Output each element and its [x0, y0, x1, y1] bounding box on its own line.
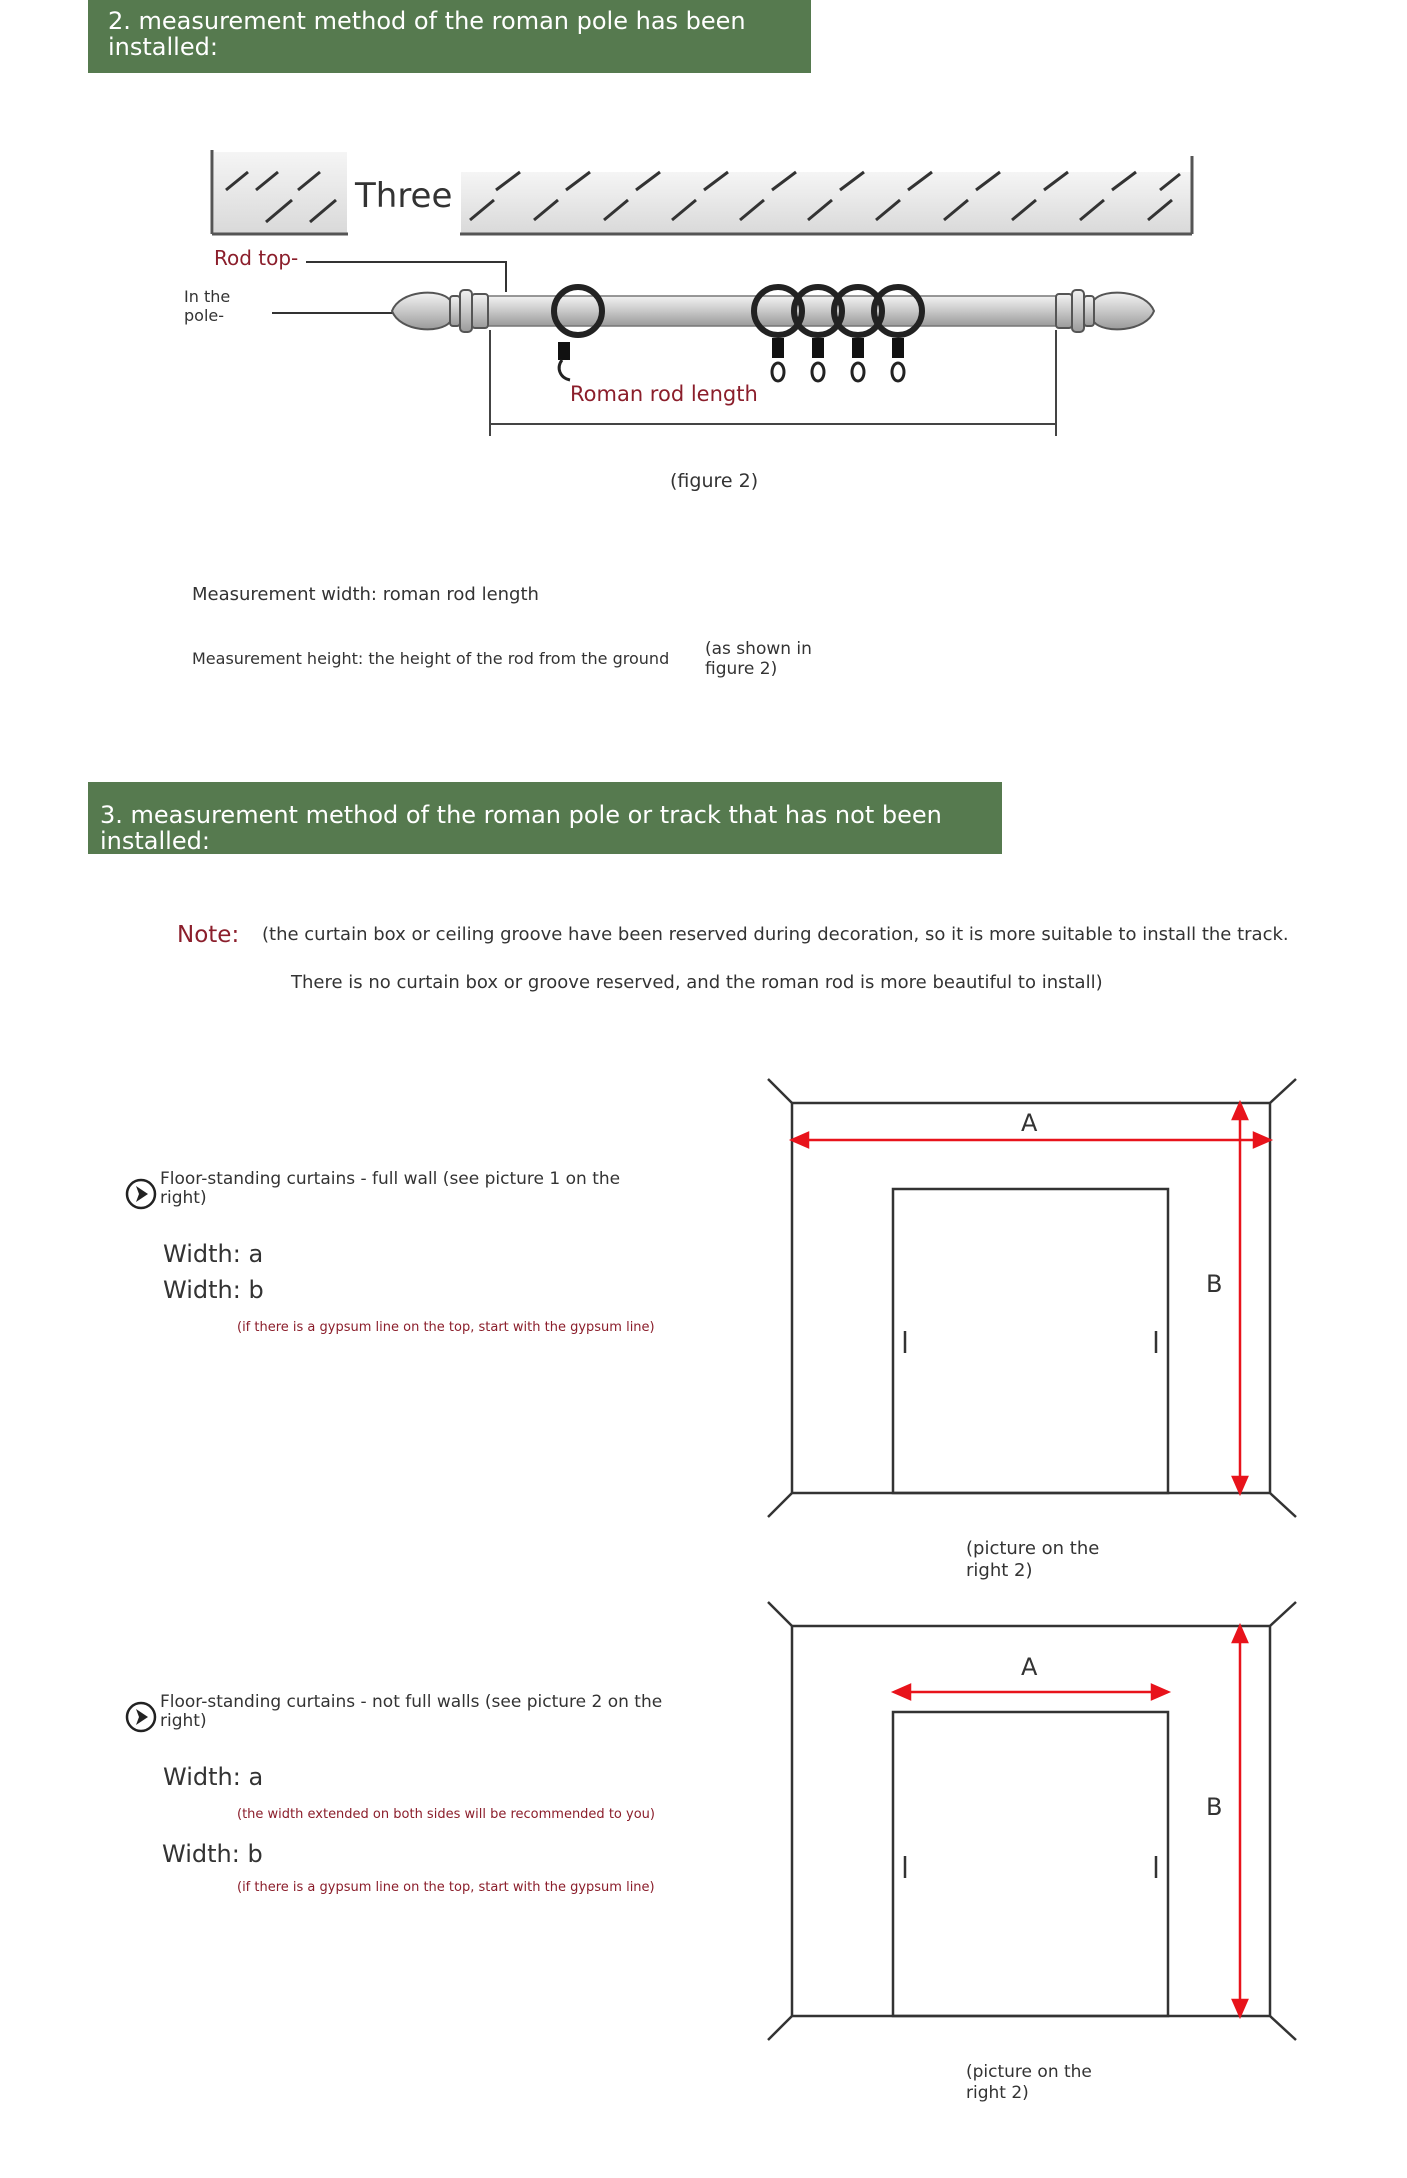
case2-title-line1: Floor-standing curtains - not full walls (see picture 2 on the — [160, 1692, 663, 1712]
ceiling-left — [212, 150, 348, 234]
case1-hint: (if there is a gypsum line on the top, start with the gypsum line) — [237, 1320, 655, 1335]
bullet-chevron-icon — [124, 1700, 158, 1734]
measure-height-text: Measurement height: the height of the rod from the ground — [192, 649, 670, 668]
rod-length-label: Roman rod length — [570, 382, 758, 406]
diagram1-label-a: A — [1021, 1109, 1038, 1137]
diagram2-caption-line1: (picture on the — [966, 2062, 1092, 2082]
section3-banner — [88, 782, 1002, 854]
case2-title-line2: right) — [160, 1711, 207, 1731]
case2-width-b: Width: b — [162, 1840, 263, 1868]
full-wall-diagram — [760, 1075, 1305, 1530]
case1-title-line1: Floor-standing curtains - full wall (see picture 1 on the — [160, 1169, 621, 1189]
diagram1-label-b: B — [1206, 1270, 1223, 1298]
note-label: Note: — [177, 922, 240, 948]
section3-title: 3. measurement method of the roman pole or track that has not been installed: — [100, 801, 942, 855]
as-shown-line1: (as shown in — [705, 639, 812, 659]
rod-top-label: Rod top- — [214, 246, 299, 270]
note-line2: There is no curtain box or groove reserved, and the roman rod is more beautiful to install) — [291, 972, 1103, 993]
in-the-pole-label-line1: In the — [184, 287, 231, 306]
case1-width-a: Width: a — [163, 1240, 264, 1268]
diagram1-caption-line1: (picture on the — [966, 1538, 1100, 1559]
case2-hint-a: (the width extended on both sides will be recommended to you) — [237, 1807, 655, 1822]
ring-clips — [558, 338, 904, 360]
height-arrow-b — [1233, 1103, 1247, 1493]
case1-title-line2: right) — [160, 1188, 207, 1208]
diagram2-caption-line2: right 2) — [966, 2083, 1029, 2103]
in-the-pole-label-line2: pole- — [184, 306, 225, 325]
case2-width-a: Width: a — [163, 1763, 264, 1791]
as-shown-line2: figure 2) — [705, 659, 778, 679]
height-arrow-b — [1233, 1626, 1247, 2016]
ceiling-label: Three — [355, 176, 453, 216]
measure-width-text: Measurement width: roman rod length — [192, 584, 539, 605]
curtain-rod — [392, 290, 1154, 332]
section2-title: 2. measurement method of the roman pole has been installed: — [108, 7, 746, 61]
rod-top-leader — [306, 262, 506, 292]
note-line1: (the curtain box or ceiling groove have been reserved during decoration, so it is more suitable to install the track. — [262, 924, 1289, 945]
bullet-chevron-icon — [124, 1177, 158, 1211]
diagram2-label-b: B — [1206, 1793, 1223, 1821]
case2-hint-b: (if there is a gypsum line on the top, start with the gypsum line) — [237, 1880, 655, 1895]
ceiling-right — [460, 156, 1192, 234]
diagram2-label-a: A — [1021, 1653, 1038, 1681]
figure2-caption: (figure 2) — [670, 470, 759, 492]
diagram1-caption-line2: right 2) — [966, 1560, 1033, 1581]
width-arrow-a — [894, 1685, 1168, 1699]
case1-width-b: Width: b — [163, 1276, 264, 1304]
